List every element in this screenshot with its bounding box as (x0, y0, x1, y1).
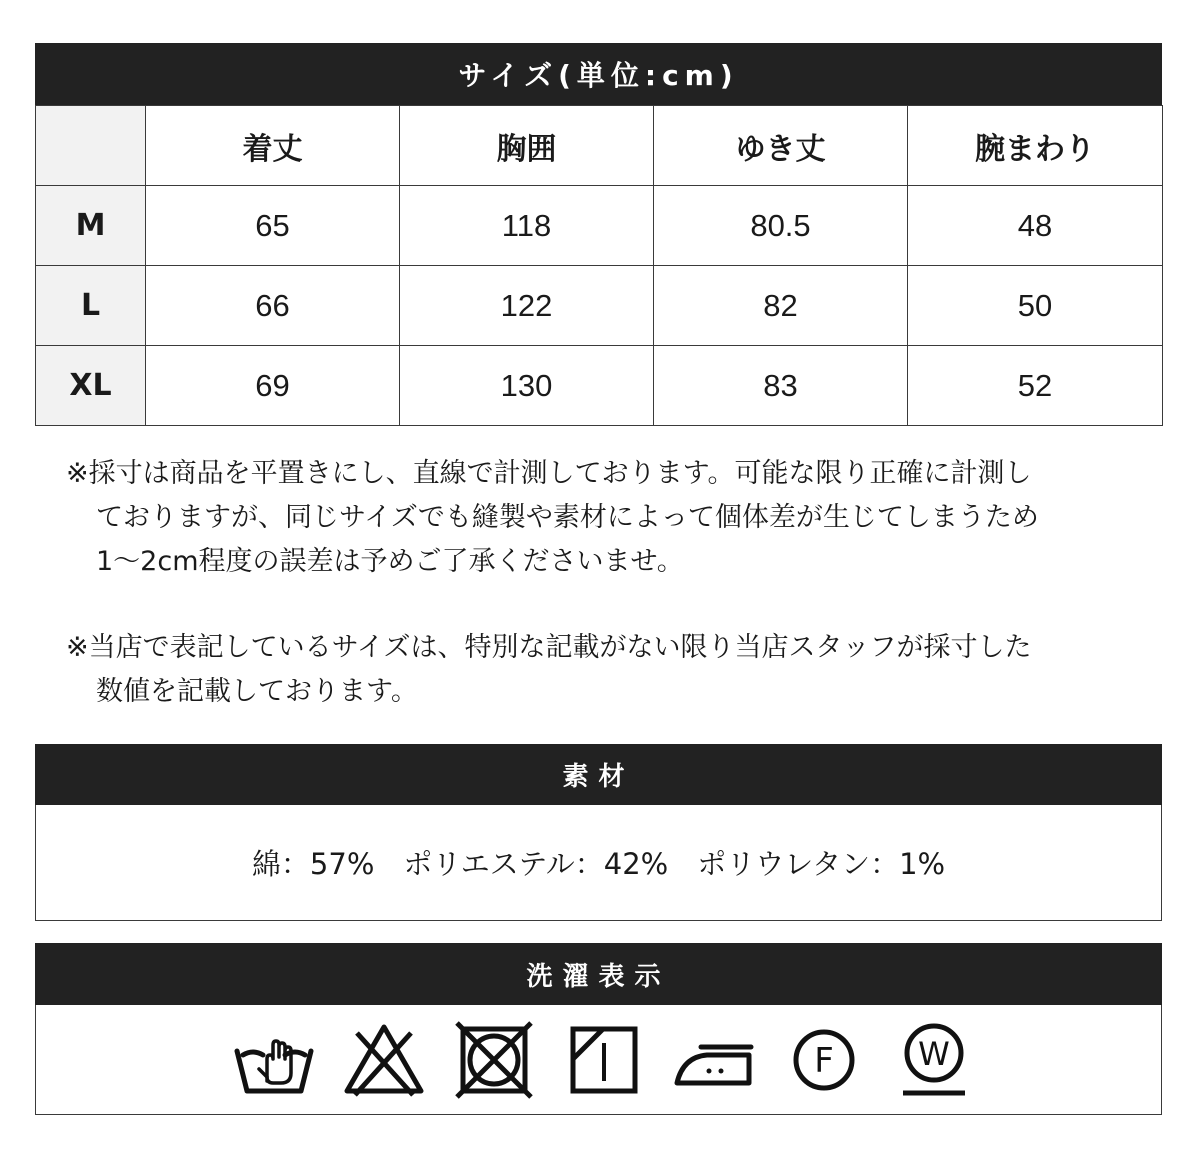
table-cell: 50 (908, 266, 1163, 346)
material-section-title (35, 744, 1162, 805)
table-cell: 69 (146, 346, 400, 426)
size-table-header-row (36, 106, 1163, 186)
size-section-title (35, 43, 1162, 105)
table-row (36, 266, 1163, 346)
row-header-size: M (36, 186, 146, 266)
care-section-title (35, 943, 1162, 1005)
note-line: ※当店で表記しているサイズは、特別な記載がない限り当店スタッフが採寸した (66, 632, 1032, 663)
table-corner-cell (36, 106, 146, 186)
column-header-sleeve: ゆき丈 (654, 106, 908, 186)
table-cell: 83 (654, 346, 908, 426)
table-cell: 118 (400, 186, 654, 266)
size-title-text: サイズ(単位:cm) (458, 59, 739, 92)
note-line: 数値を記載しております。 (96, 676, 418, 707)
wet-clean-letter: W (917, 1034, 950, 1073)
material-title-text: 素材 (562, 762, 635, 792)
size-table (35, 105, 1163, 426)
size-notation-note (66, 626, 1146, 714)
table-row (36, 186, 1163, 266)
line-dry-shade-icon (563, 1021, 645, 1099)
note-line: 1～2cm程度の誤差は予めご了承くださいませ。 (96, 546, 684, 577)
column-header-arm: 腕まわり (908, 106, 1163, 186)
no-bleach-icon (343, 1021, 425, 1099)
table-cell: 80.5 (654, 186, 908, 266)
wet-clean-w-icon (893, 1021, 975, 1099)
iron-low-icon (673, 1021, 755, 1099)
table-cell: 122 (400, 266, 654, 346)
no-tumble-dry-icon (453, 1021, 535, 1099)
care-symbols (35, 1005, 1162, 1115)
row-header-size: XL (36, 346, 146, 426)
table-cell: 130 (400, 346, 654, 426)
row-header-size: L (36, 266, 146, 346)
table-cell: 48 (908, 186, 1163, 266)
care-title-text: 洗濯表示 (526, 961, 671, 992)
table-cell: 52 (908, 346, 1163, 426)
note-line: ※採寸は商品を平置きにし、直線で計測しております。可能な限り正確に計測し (66, 458, 1032, 489)
column-header-length: 着丈 (146, 106, 400, 186)
table-cell: 82 (654, 266, 908, 346)
table-row (36, 346, 1163, 426)
dry-clean-f-icon (783, 1021, 865, 1099)
table-cell: 65 (146, 186, 400, 266)
material-text: 綿：57% ポリエステル：42% ポリウレタン：1% (251, 847, 946, 881)
hand-wash-icon (233, 1021, 315, 1099)
column-header-chest: 胸囲 (400, 106, 654, 186)
dry-clean-letter: F (813, 1040, 834, 1081)
note-line: ておりますが、同じサイズでも縫製や素材によって個体差が生じてしまうため (96, 502, 1039, 533)
table-cell: 66 (146, 266, 400, 346)
material-box (35, 805, 1162, 921)
measurement-note (66, 452, 1146, 584)
